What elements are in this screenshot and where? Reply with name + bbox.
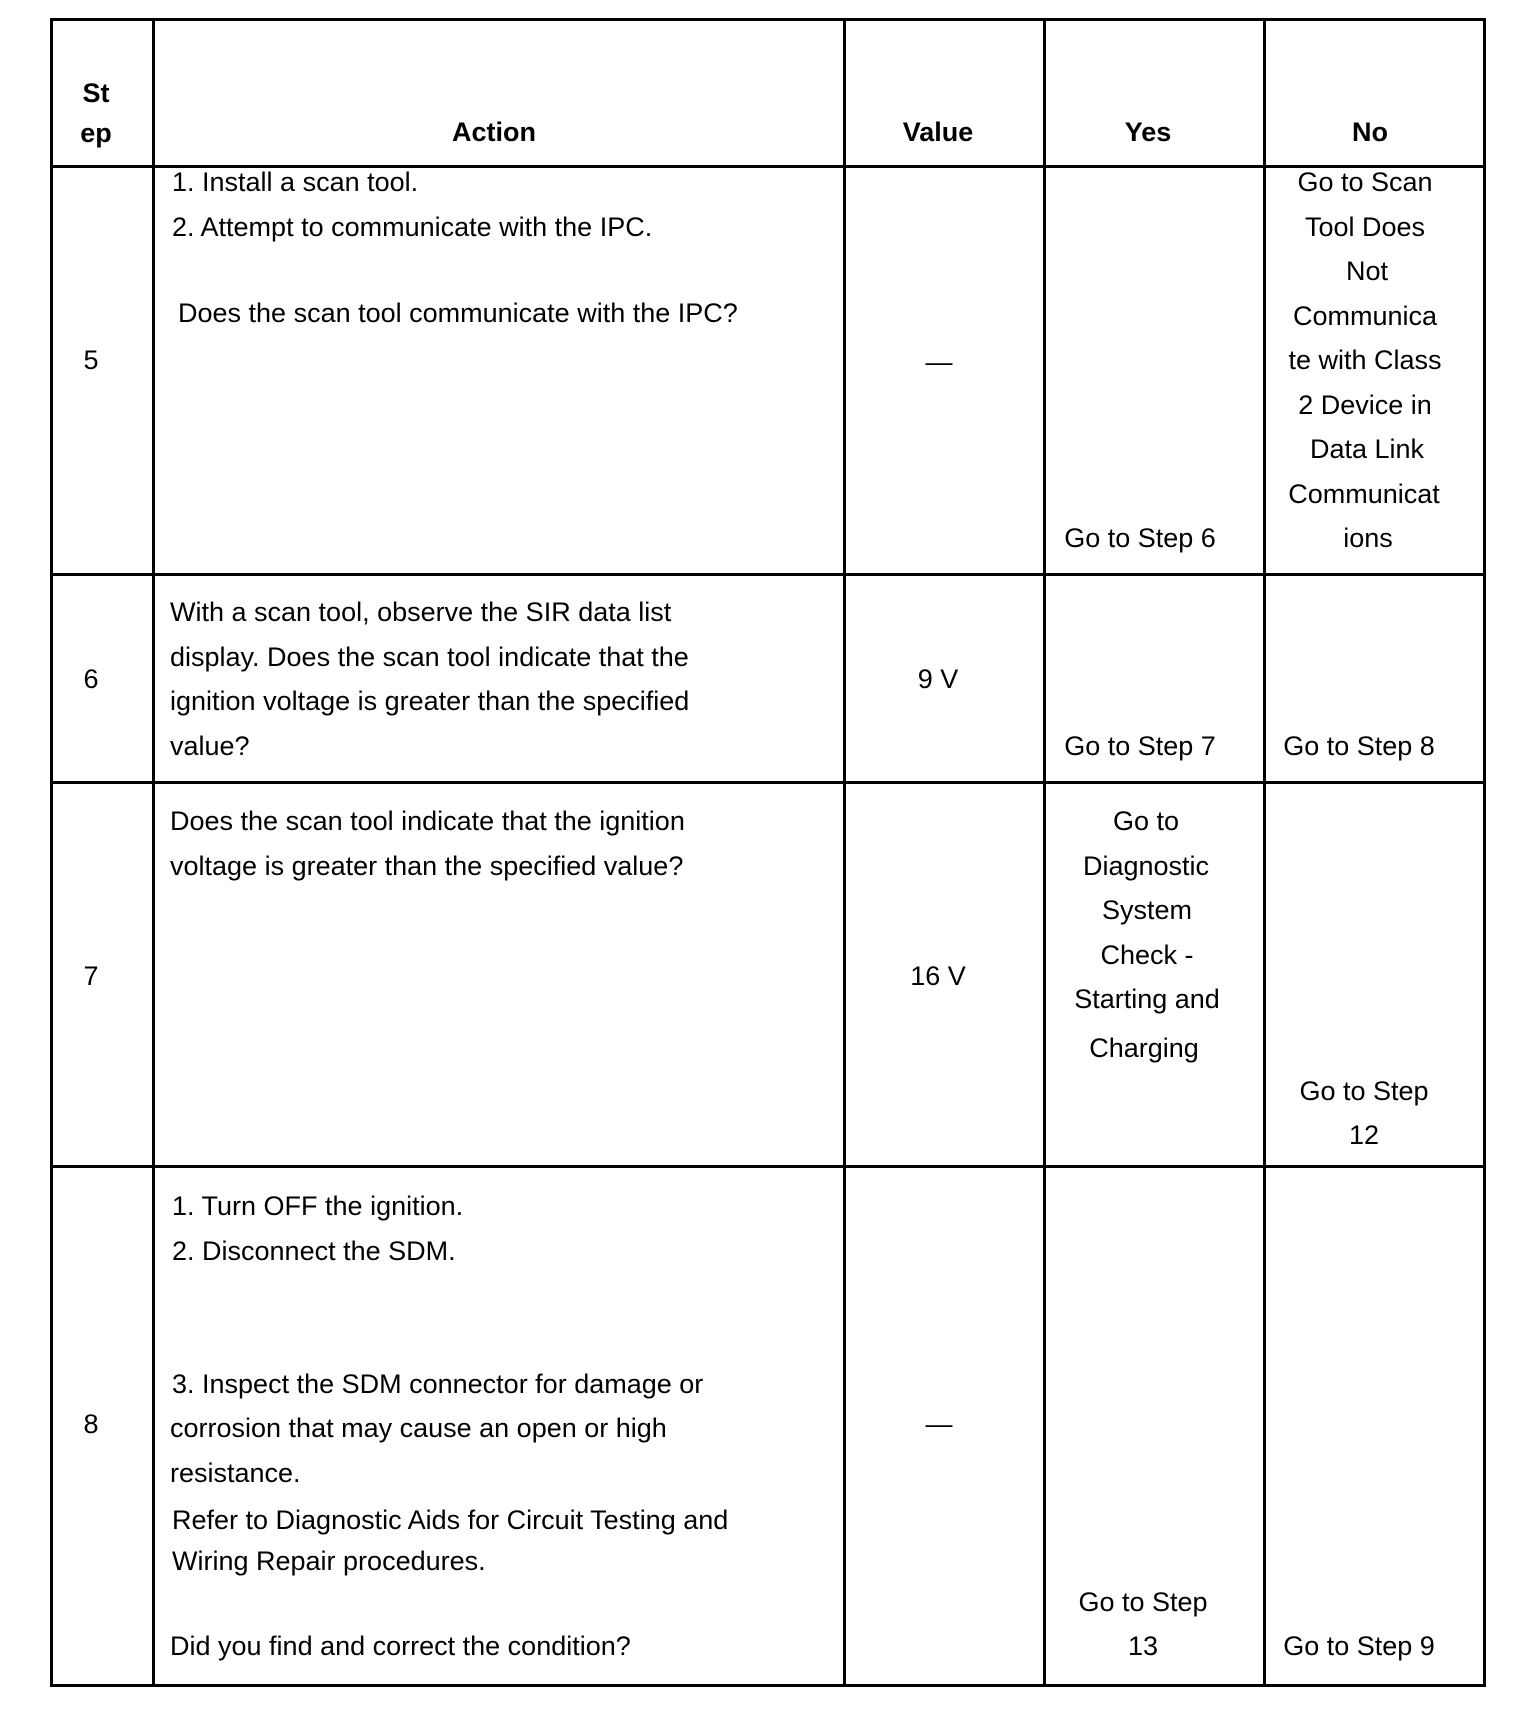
column-divider (1263, 18, 1266, 1687)
yes-cell-line: Charging (1089, 1033, 1199, 1063)
action-line: 3. Inspect the SDM connector for damage or (172, 1369, 704, 1399)
action-line: 1. Install a scan tool. (172, 167, 419, 197)
action-question: Did you find and correct the condition? (170, 1631, 631, 1661)
yes-cell-line: Diagnostic (1082, 851, 1210, 881)
no-cell: Go to Step 8 (1283, 731, 1435, 761)
step-number: 7 (83, 961, 99, 991)
step-number: 6 (83, 664, 99, 694)
action-line: 2. Attempt to communicate with the IPC. (172, 212, 653, 242)
step-number: 5 (83, 345, 99, 375)
column-divider (152, 18, 155, 1687)
action-question: Does the scan tool communicate with the IPC? (178, 298, 738, 328)
no-cell-line: Data Link (1309, 434, 1425, 464)
table-border-top (50, 18, 1486, 21)
no-cell-line: Tool Does (1304, 212, 1426, 242)
no-cell-line: Go to Step (1299, 1076, 1429, 1106)
no-cell-line: Not (1345, 256, 1389, 286)
yes-cell-line: Go to Step (1078, 1587, 1208, 1617)
yes-cell: Go to Step 6 (1064, 523, 1216, 553)
no-cell-line: Communica (1292, 301, 1438, 331)
yes-cell: Go to Step 7 (1064, 731, 1216, 761)
step-number: 8 (83, 1409, 99, 1439)
column-divider (1483, 18, 1486, 1687)
no-cell-line: ions (1343, 523, 1393, 553)
no-cell-line: te with Class (1288, 345, 1442, 375)
yes-cell-line: Starting and (1074, 984, 1220, 1014)
header-value: Value (902, 117, 974, 147)
no-cell-line: 12 (1348, 1120, 1380, 1150)
action-line: Refer to Diagnostic Aids for Circuit Testing and (172, 1505, 729, 1535)
value-cell: 9 V (917, 664, 959, 694)
no-cell-line: Communicat (1288, 479, 1440, 509)
action-line: corrosion that may cause an open or high (170, 1413, 667, 1443)
table-border-bottom (50, 1684, 1486, 1687)
action-line: 1. Turn OFF the ignition. (172, 1191, 464, 1221)
action-line: 2. Disconnect the SDM. (172, 1236, 456, 1266)
yes-cell-line: 13 (1127, 1631, 1159, 1661)
column-divider (843, 18, 846, 1687)
no-cell-line: 2 Device in (1298, 390, 1432, 420)
header-step: St (82, 78, 110, 108)
action-line: resistance. (170, 1458, 301, 1488)
yes-cell-line: Check - (1100, 940, 1194, 970)
header-action: Action (452, 117, 536, 147)
column-divider (50, 18, 53, 1687)
value-cell: 16 V (910, 961, 966, 991)
action-line: Does the scan tool indicate that the ignition (170, 806, 685, 836)
header-no: No (1352, 117, 1388, 147)
action-line: ignition voltage is greater than the specified (170, 686, 690, 716)
header-yes: Yes (1124, 117, 1172, 147)
yes-cell-line: Go to (1112, 806, 1180, 836)
no-cell-line: Go to Scan (1297, 167, 1433, 197)
no-cell: Go to Step 9 (1283, 1631, 1435, 1661)
action-line: voltage is greater than the specified value? (170, 851, 684, 881)
value-cell: — (925, 1409, 953, 1439)
action-line: With a scan tool, observe the SIR data list (170, 597, 672, 627)
header-step: ep (80, 118, 112, 148)
value-cell: — (925, 347, 953, 377)
column-divider (1043, 18, 1046, 1687)
action-line: Wiring Repair procedures. (172, 1546, 486, 1576)
row-divider (50, 781, 1486, 784)
row-divider (50, 573, 1486, 576)
row-divider (50, 1165, 1486, 1168)
action-line: value? (170, 731, 250, 761)
yes-cell-line: System (1101, 895, 1193, 925)
action-line: display. Does the scan tool indicate that the (170, 642, 689, 672)
